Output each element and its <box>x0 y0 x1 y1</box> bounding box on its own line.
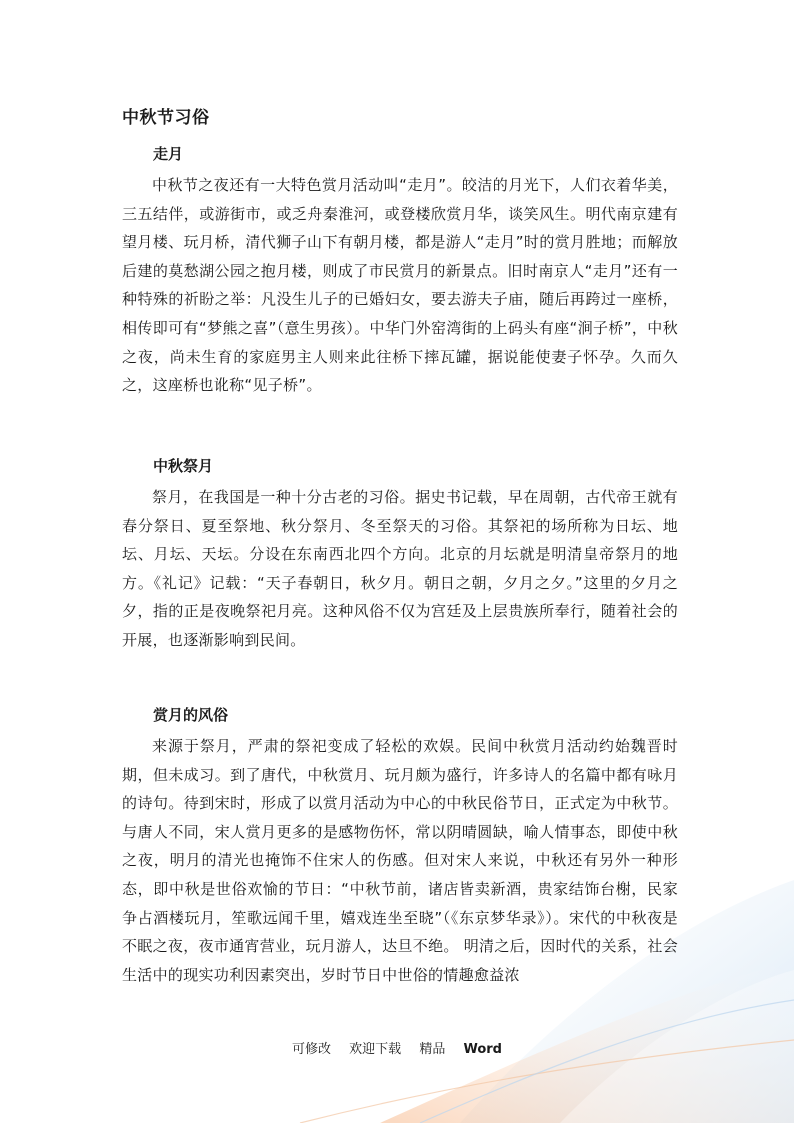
section-heading-shangyue: 赏月的风俗 <box>153 706 229 724</box>
section-heading-jiyue: 中秋祭月 <box>153 457 214 475</box>
section-text-shangyue: 来源于祭月，严肃的祭祀变成了轻松的欢娱。民间中秋赏月活动约始魏晋时期，但未成习。到了唐代，中秋赏月、玩月颇为盛行，许多诗人的名篇中都有咏月的诗句。待到宋时，形成了以赏月活动为中心的中秋民俗节日，正式定为中秋节。与唐人不同，宋人赏月更多的是感物伤怀，常以阴晴圆缺，喻人情事态，即使中秋之夜，明月的清光也掩饰不住宋人的伤感。但对宋人来说，中秋还有另外一种形态，即中秋是世俗欢愉的节日：“中秋节前，诸店皆卖新酒，贵家结饰台榭，民家争占酒楼玩月，笙歌远闻千里，嬉戏连坐至晓”（《东京梦华录》）。宋代的中秋夜是不眠之夜，夜市通宵营业，玩月游人，达旦不绝。 明清之后，因时代的关系，社会生活中的现实功利因素突出，岁时节日中世俗的情趣愈益浓 <box>122 737 678 984</box>
footer-item: 欢迎下载 <box>349 1042 402 1057</box>
section-text-zouyue: 中秋节之夜还有一大特色赏月活动叫“走月”。皎洁的月光下，人们衣着华美，三五结伴，或游街市，或乏舟秦淮河，或登楼欣赏月华，谈笑风生。明代南京建有望月楼、玩月桥，清代狮子山下有朝月楼，都是游人“走月”时的赏月胜地；而解放后建的莫愁湖公园之抱月楼，则成了市民赏月的新景点。旧时南京人“走月”还有一种特殊的祈盼之举：凡没生儿子的已婚妇女，要去游夫子庙，随后再跨过一座桥，相传即可有“梦熊之喜”（意生男孩）。中华门外窑湾街的上码头有座“涧子桥”，中秋之夜，尚未生育的家庭男主人则来此往桥下摔瓦罐，据说能使妻子怀孕。久而久之，这座桥也讹称“见子桥”。 <box>122 176 678 395</box>
footer-item: 精品 <box>419 1042 446 1057</box>
section-heading-zouyue: 走月 <box>153 145 184 163</box>
footer-item: 可修改 <box>292 1042 332 1057</box>
page-footer <box>0 1038 794 1057</box>
footer-item: Word <box>463 1042 502 1057</box>
section-text-jiyue: 祭月，在我国是一种十分古老的习俗。据史书记载，早在周朝，古代帝王就有春分祭日、夏至祭地、秋分祭月、冬至祭天的习俗。其祭祀的场所称为日坛、地坛、月坛、天坛。分设在东南西北四个方向。北京的月坛就是明清皇帝祭月的地方。《礼记》记载：“天子春朝日，秋夕月。朝日之朝，夕月之夕。”这里的夕月之夕，指的正是夜晚祭祀月亮。这种风俗不仅为宫廷及上层贵族所奉行，随着社会的开展，也逐渐影响到民间。 <box>122 488 678 649</box>
document-title: 中秋节习俗 <box>122 108 210 128</box>
